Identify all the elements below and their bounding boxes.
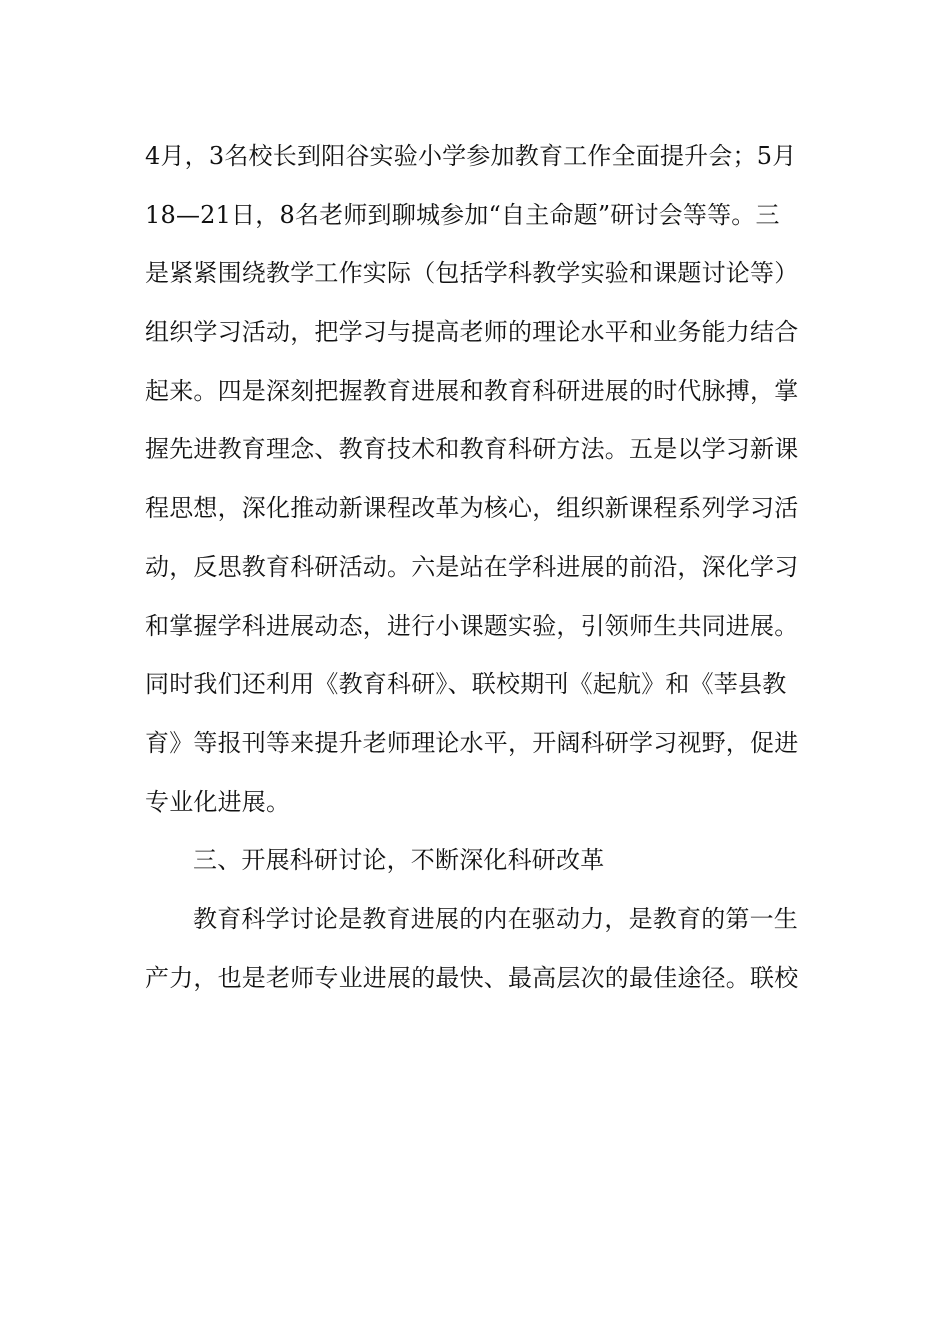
- text-line: 4月，3名校长到阳谷实验小学参加教育工作全面提升会；5月: [145, 142, 797, 170]
- text-line: 育》等报刊等来提升老师理论水平，开阔科研学习视野，促进: [145, 728, 799, 757]
- text-line: 起来。四是深刻把握教育进展和教育科研进展的时代脉搏，掌: [145, 376, 799, 405]
- paragraph-start-line: 教育科学讨论是教育进展的内在驱动力，是教育的第一生: [193, 904, 798, 933]
- text-line: 同时我们还利用《教育科研》、联校期刊《起航》和《莘县教: [145, 670, 787, 699]
- text-line: 和掌握学科进展动态，进行小课题实验，引领师生共同进展。: [145, 611, 799, 640]
- section-heading: 三、开展科研讨论，不断深化科研改革: [193, 846, 605, 875]
- text-line: 专业化进展。: [145, 787, 291, 816]
- text-line: 动，反思教育科研活动。六是站在学科进展的前沿，深化学习: [145, 552, 799, 581]
- text-line: 握先进教育理念、教育技术和教育科研方法。五是以学习新课: [145, 435, 799, 464]
- text-line: 产力，也是老师专业进展的最快、最高层次的最佳途径。联校: [145, 963, 799, 992]
- text-line: 组织学习活动，把学习与提高老师的理论水平和业务能力结合: [145, 318, 799, 347]
- document-body: [145, 127, 810, 1007]
- text-line: 18—21日，8名老师到聊城参加“自主命题”研讨会等等。三: [145, 200, 780, 229]
- text-line: 是紧紧围绕教学工作实际（包括学科教学实验和课题讨论等）: [145, 259, 799, 288]
- text-line: 程思想，深化推动新课程改革为核心，组织新课程系列学习活: [145, 494, 799, 523]
